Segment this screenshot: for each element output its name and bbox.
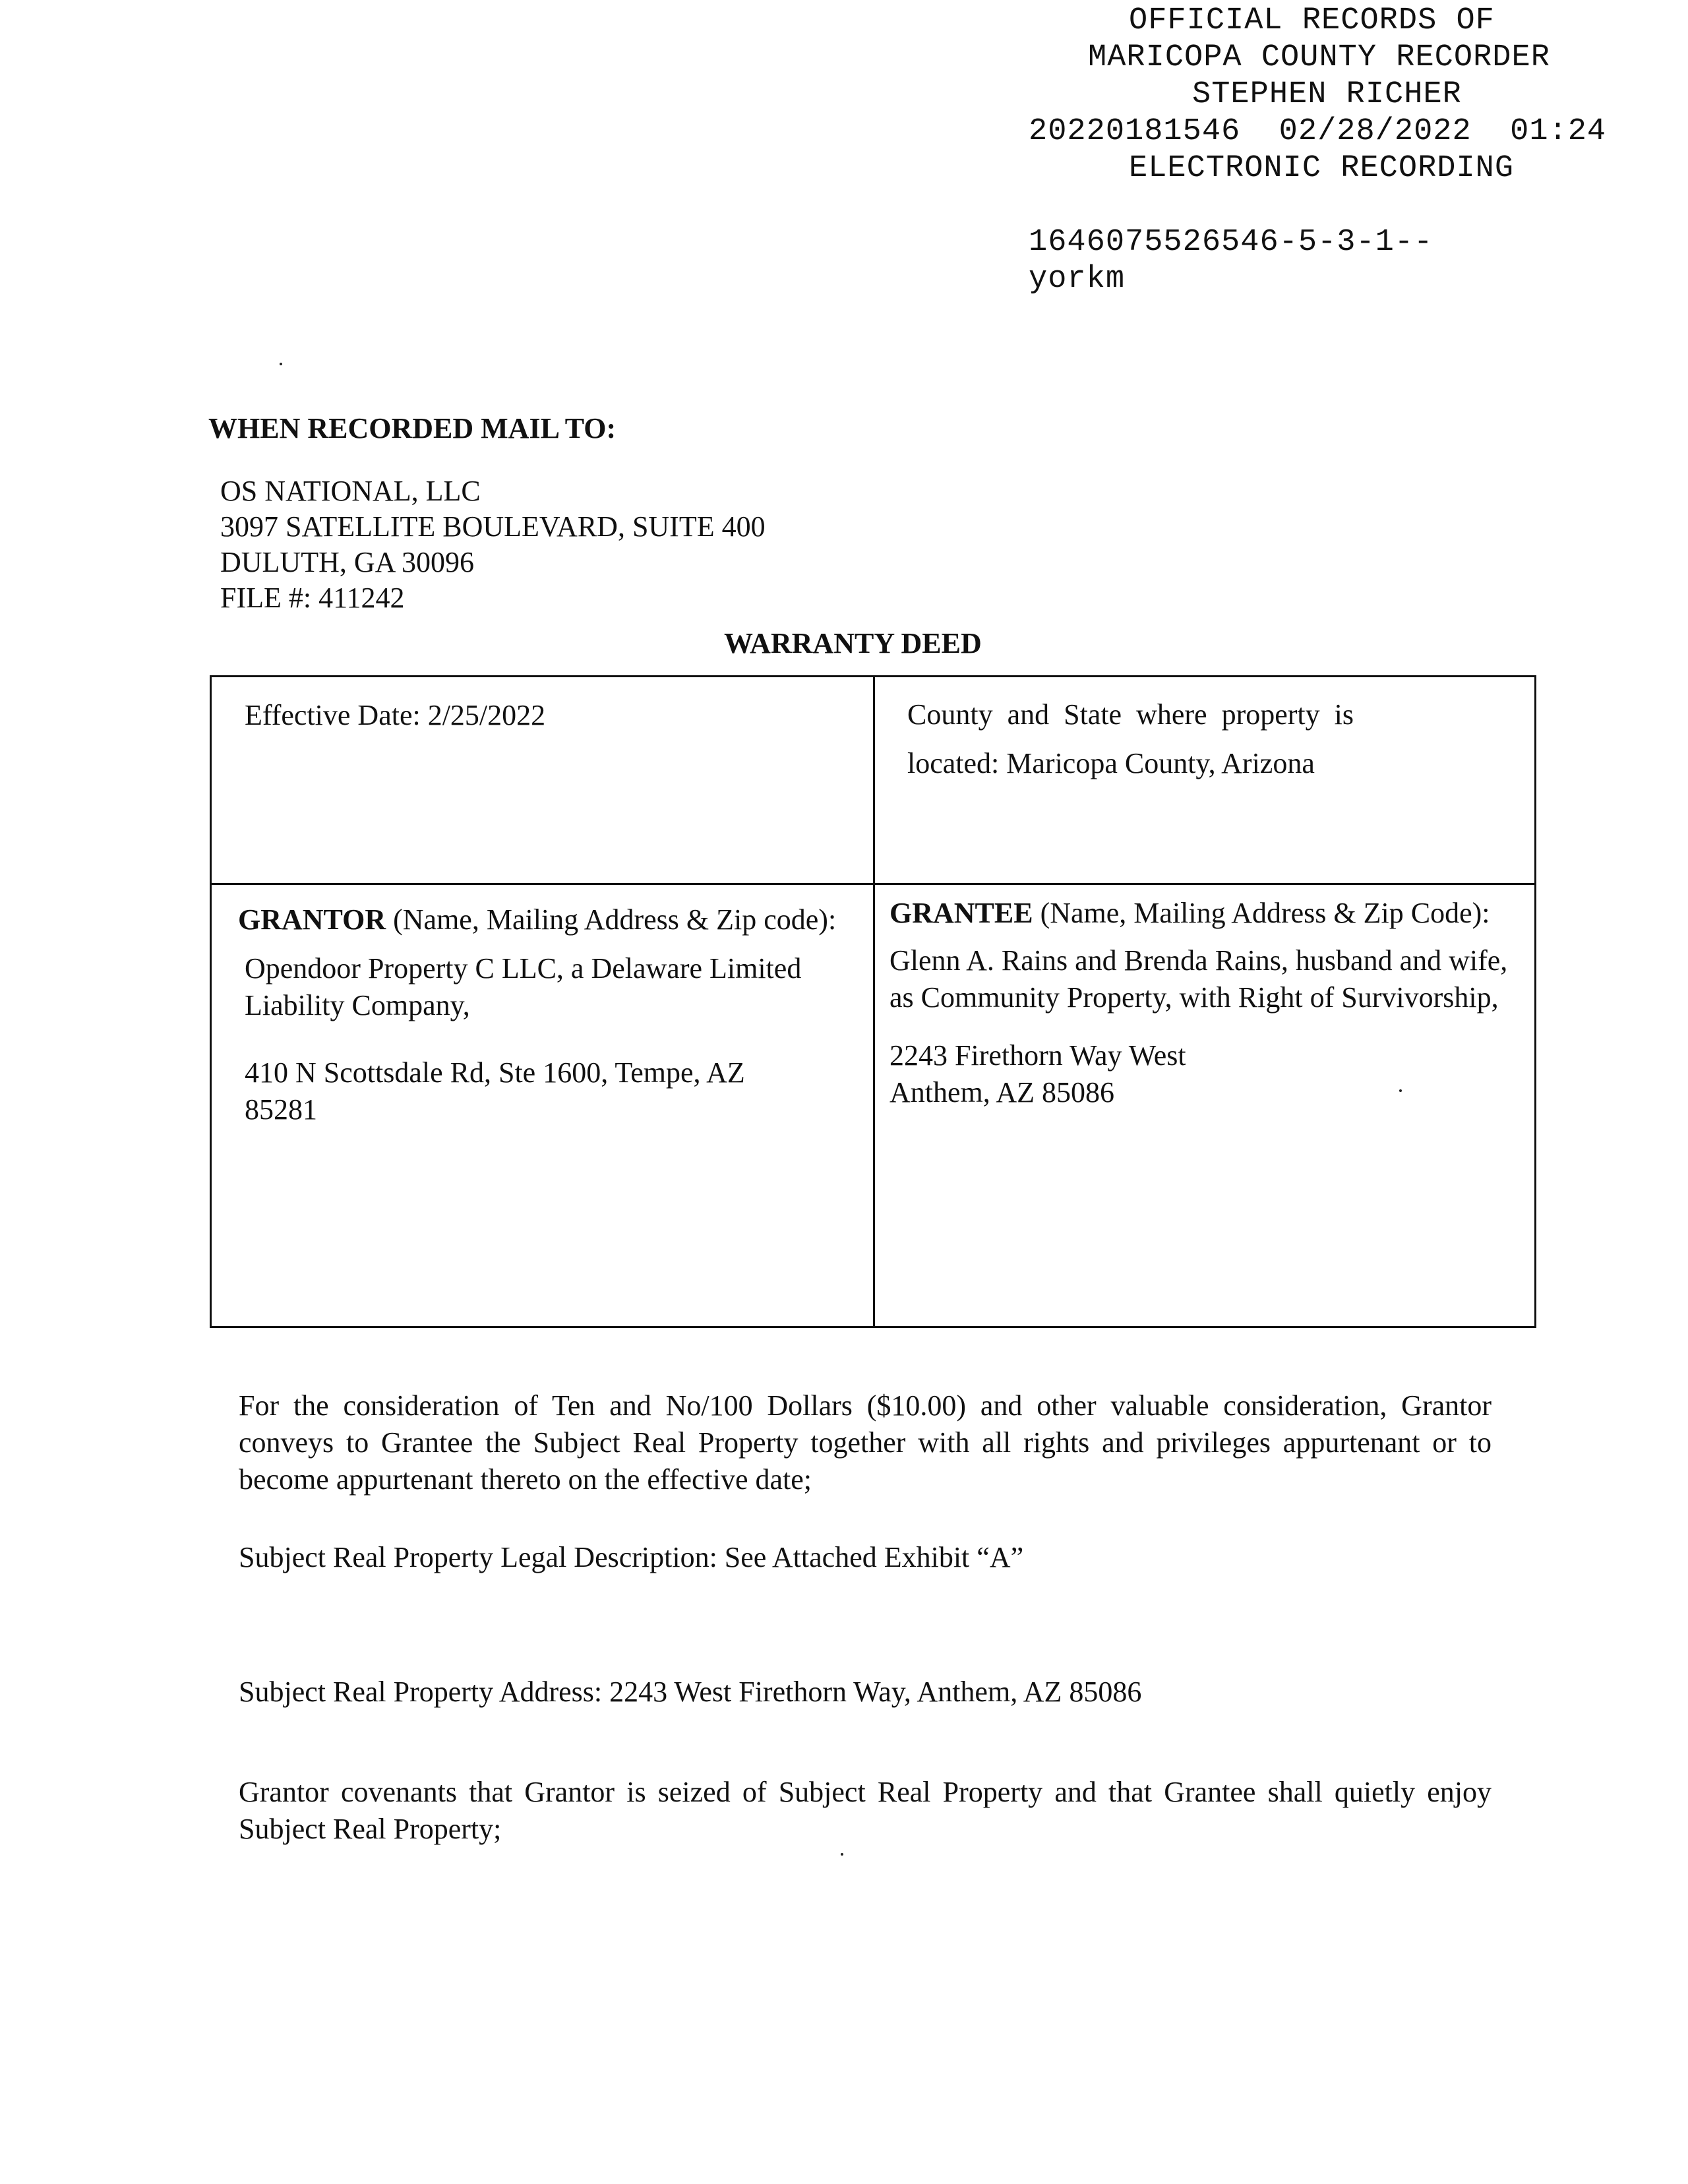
grantor-label-detail: (Name, Mailing Address & Zip code):: [386, 903, 837, 936]
stamp-line-transaction-id: 1646075526546-5-3-1--: [1029, 225, 1433, 260]
legal-description-paragraph: Subject Real Property Legal Description: See Attached Exhibit “A”: [239, 1541, 1024, 1573]
county-state-label: County and State where property is: [907, 698, 1354, 731]
mail-to-address: [220, 473, 766, 616]
stamp-line-recording-type: ELECTRONIC RECORDING: [1129, 151, 1515, 186]
stamp-line-user: yorkm: [1029, 262, 1126, 297]
table-divider-horizontal: [212, 883, 1534, 885]
grantor-label-line: [238, 901, 864, 938]
deed-info-table: [210, 675, 1536, 1328]
grantee-address: [889, 1037, 1529, 1111]
grantee-label-line: [889, 895, 1529, 932]
mail-to-name: OS NATIONAL, LLC: [220, 475, 481, 507]
grantor-name: [238, 950, 864, 1024]
grantee-name: [889, 942, 1529, 1016]
mail-to-file-number: FILE #: 411242: [220, 582, 405, 614]
table-divider-vertical: [873, 677, 875, 1326]
grantee-name-line2: as Community Property, with Right of Survivorship,: [889, 981, 1499, 1014]
grantee-address-line2: Anthem, AZ 85086: [889, 1076, 1114, 1108]
stamp-line-county-recorder: MARICOPA COUNTY RECORDER: [1088, 40, 1550, 75]
document-title: WARRANTY DEED: [724, 627, 982, 659]
grantee-address-line1: 2243 Firethorn Way West: [889, 1039, 1186, 1072]
grantor-address: [238, 1054, 864, 1128]
stamp-line-record-number: 20220181546 02/28/2022 01:24: [1029, 114, 1607, 149]
grantee-name-line1: Glenn A. Rains and Brenda Rains, husband and wife,: [889, 944, 1508, 977]
grantor-cell: [238, 901, 864, 1128]
covenant-paragraph: Grantor covenants that Grantor is seized of Subject Real Property and that Grantee shall quietly enjoy Subject Real Property;: [239, 1776, 1492, 1845]
scan-speck: [841, 1853, 843, 1856]
grantee-label-detail: (Name, Mailing Address & Zip Code):: [1033, 897, 1490, 929]
consideration-paragraph: For the consideration of Ten and No/100 Dollars ($10.00) and other valuable consideration, Grantor conveys to Grantee the Subject Real Property together with all rights and privileges appurtenant or to become appurtenant thereto on the effective date;: [239, 1389, 1492, 1496]
grantor-address-line1: 410 N Scottsdale Rd, Ste 1600, Tempe, AZ: [245, 1056, 745, 1089]
grantee-cell: [889, 895, 1529, 1111]
scan-speck: [280, 363, 282, 365]
mail-to-street: 3097 SATELLITE BOULEVARD, SUITE 400: [220, 510, 766, 543]
grantor-name-line2: Liability Company,: [245, 989, 470, 1021]
county-state-cell: [907, 690, 1501, 788]
mail-to-heading: WHEN RECORDED MAIL TO:: [208, 412, 617, 444]
grantor-name-line1: Opendoor Property C LLC, a Delaware Limited: [245, 952, 802, 985]
mail-to-city: DULUTH, GA 30096: [220, 546, 474, 578]
grantor-address-line2: 85281: [245, 1093, 317, 1126]
property-address-paragraph: Subject Real Property Address: 2243 West Firethorn Way, Anthem, AZ 85086: [239, 1676, 1142, 1708]
stamp-line-official-records: OFFICIAL RECORDS OF: [1129, 3, 1495, 38]
county-state-value: located: Maricopa County, Arizona: [907, 747, 1315, 779]
stamp-line-recorder-name: STEPHEN RICHER: [1192, 77, 1462, 112]
grantee-label: GRANTEE: [889, 897, 1033, 929]
grantor-label: GRANTOR: [238, 903, 386, 936]
effective-date-cell: [245, 697, 545, 734]
effective-date: Effective Date: 2/25/2022: [245, 699, 546, 731]
